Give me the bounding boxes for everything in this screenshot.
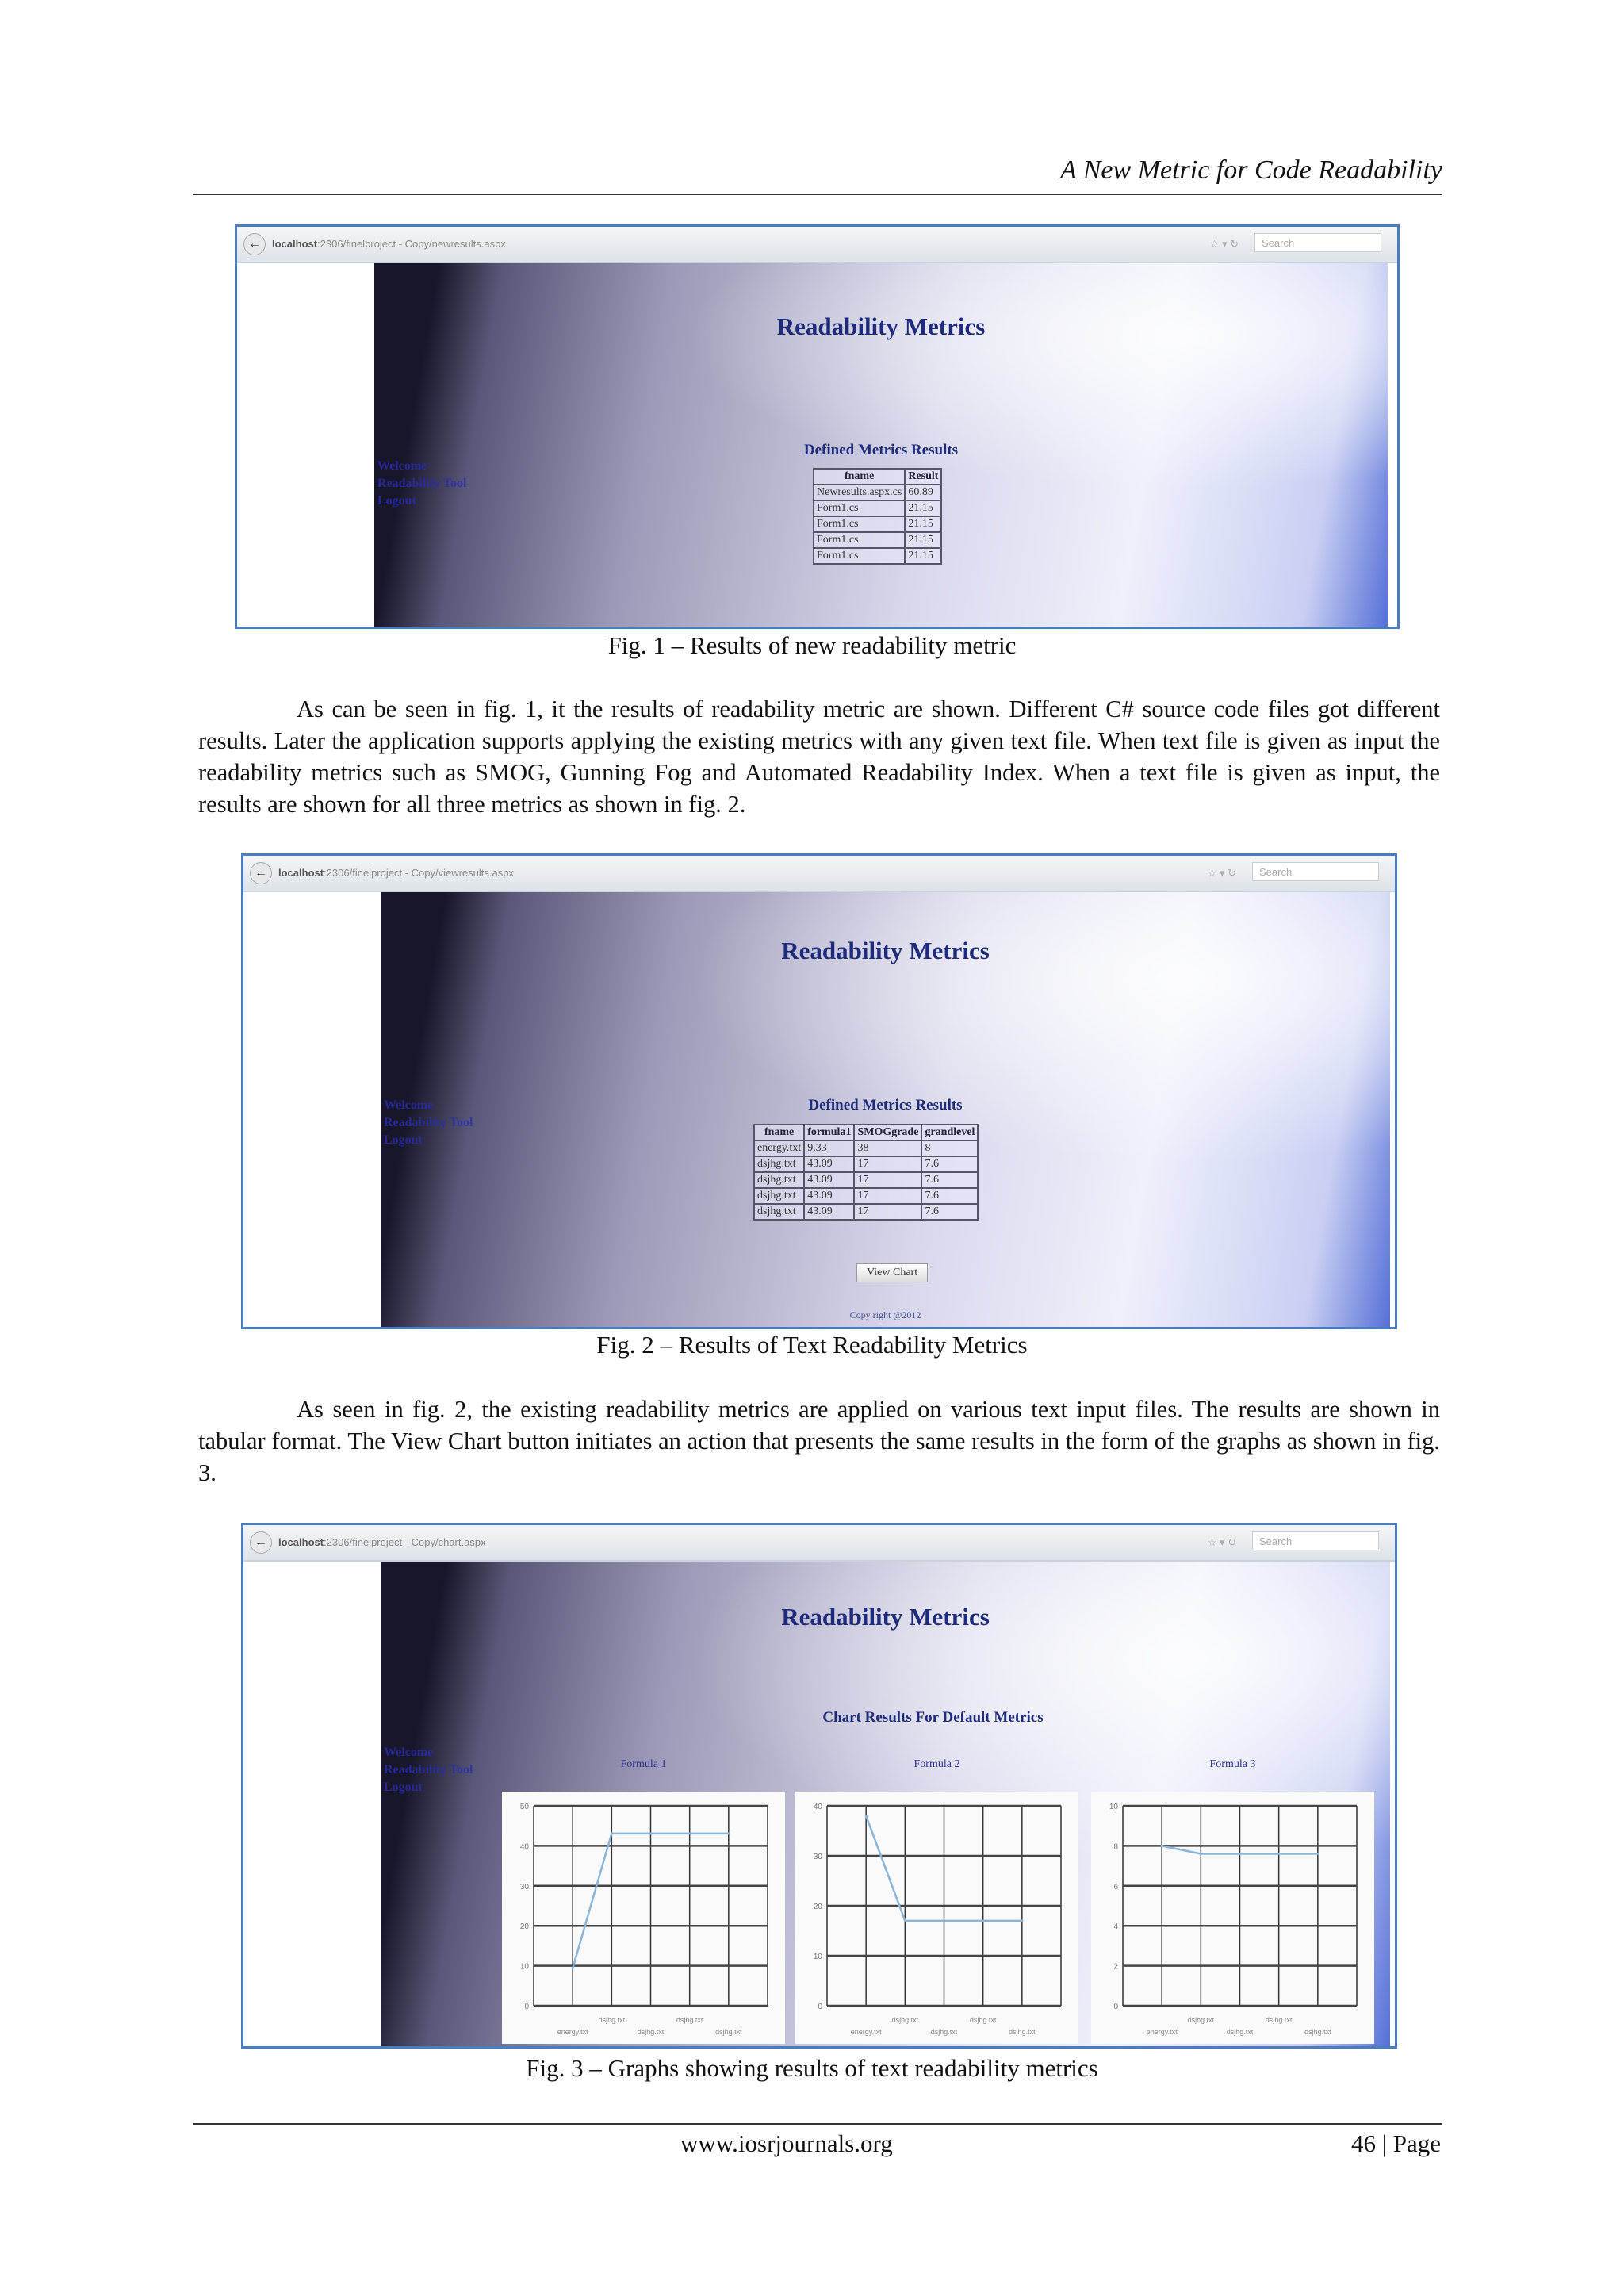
copyright-text: Copy right @2012 xyxy=(849,1309,921,1320)
chart-title: Formula 1 xyxy=(620,1758,667,1770)
table-row xyxy=(814,548,941,564)
table-row xyxy=(814,485,941,500)
paragraph-2: As seen in fig. 2, the existing readability metrics are applied on various text input files. The results are shown in tabular format. The View Chart button initiates an action that presents the same results in the form of the graphs as shown in fig. 3. xyxy=(198,1396,1440,1486)
x-tick-label: dsjhg.txt xyxy=(1304,2028,1331,2036)
column-header: fname xyxy=(754,1125,804,1140)
table-cell: 21.15 xyxy=(905,500,941,516)
menu-readability-tool[interactable]: Readability Tool xyxy=(384,1763,473,1777)
y-tick-label: 20 xyxy=(519,1922,529,1932)
results-table xyxy=(753,1124,979,1221)
y-tick-label: 20 xyxy=(813,1903,822,1911)
table-cell: 9.33 xyxy=(804,1140,854,1156)
table-cell: 43.09 xyxy=(804,1172,854,1188)
address-bar[interactable] xyxy=(278,1536,486,1548)
figure-3-caption: Fig. 3 – Graphs showing results of text readability metrics xyxy=(526,2054,1098,2082)
figure-1-screenshot xyxy=(235,224,1400,629)
table-header-row xyxy=(754,1125,978,1140)
x-tick-label: dsjhg.txt xyxy=(891,2016,919,2024)
data-point xyxy=(982,1919,984,1922)
url-path: :2306/finelproject - Copy/viewresults.aspx xyxy=(324,867,514,879)
table-cell: Form1.cs xyxy=(814,532,905,548)
data-point xyxy=(1161,1845,1163,1847)
x-tick-label: dsjhg.txt xyxy=(1187,2016,1215,2024)
browser-tools-icon[interactable]: ☆ ▾ ↻ xyxy=(1207,1536,1236,1548)
table-cell: 8 xyxy=(921,1140,978,1156)
browser-toolbar xyxy=(243,856,1395,892)
data-point xyxy=(943,1919,945,1922)
url-host: localhost xyxy=(272,238,318,250)
menu-welcome[interactable]: Welcome xyxy=(377,459,427,473)
table-row xyxy=(814,516,941,532)
data-point xyxy=(1239,1853,1241,1855)
x-tick-label: dsjhg.txt xyxy=(930,2028,958,2036)
y-tick-label: 10 xyxy=(1109,1803,1118,1811)
x-tick-label: dsjhg.txt xyxy=(676,2016,703,2024)
y-tick-label: 6 xyxy=(1113,1882,1118,1892)
table-cell: 7.6 xyxy=(921,1188,978,1204)
table-row xyxy=(754,1188,978,1204)
url-host: localhost xyxy=(278,867,324,879)
line-chart xyxy=(502,1792,785,2044)
table-cell: 7.6 xyxy=(921,1204,978,1220)
y-tick-label: 10 xyxy=(813,1953,822,1961)
data-point xyxy=(1277,1853,1280,1855)
x-tick-label: dsjhg.txt xyxy=(1226,2028,1254,2036)
data-point xyxy=(611,1832,613,1834)
data-point xyxy=(865,1815,868,1817)
table-header-row xyxy=(814,469,941,485)
table-cell: 21.15 xyxy=(905,548,941,564)
table-cell: Form1.cs xyxy=(814,548,905,564)
table-cell: 43.09 xyxy=(804,1188,854,1204)
data-point xyxy=(727,1832,730,1834)
table-cell: dsjhg.txt xyxy=(754,1204,804,1220)
x-tick-label: dsjhg.txt xyxy=(969,2016,997,2024)
footer-site: www.iosrjournals.org xyxy=(680,2129,893,2157)
url-path: :2306/finelproject - Copy/newresults.aspx xyxy=(317,238,506,250)
table-row xyxy=(814,500,941,516)
browser-toolbar xyxy=(237,227,1397,263)
y-tick-label: 50 xyxy=(519,1803,529,1811)
table-cell: 17 xyxy=(854,1204,921,1220)
table-row xyxy=(754,1204,978,1220)
chart-panel xyxy=(795,1792,1078,2044)
table-cell: 17 xyxy=(854,1156,921,1172)
column-header: fname xyxy=(814,469,905,485)
footer-rule xyxy=(193,2123,1442,2125)
x-tick-label: energy.txt xyxy=(557,2028,588,2036)
browser-tools-icon[interactable]: ☆ ▾ ↻ xyxy=(1207,867,1236,879)
data-point xyxy=(1200,1853,1202,1855)
table-cell: 17 xyxy=(854,1188,921,1204)
data-point xyxy=(1316,1853,1319,1855)
table-row xyxy=(754,1172,978,1188)
header-rule xyxy=(193,194,1442,195)
table-cell: 7.6 xyxy=(921,1156,978,1172)
figure-2-screenshot xyxy=(241,853,1397,1329)
menu-readability-tool[interactable]: Readability Tool xyxy=(384,1116,473,1129)
table-cell: 17 xyxy=(854,1172,921,1188)
column-header: formula1 xyxy=(804,1125,854,1140)
table-cell: energy.txt xyxy=(754,1140,804,1156)
column-header: grandlevel xyxy=(921,1125,978,1140)
browser-tools-icon[interactable]: ☆ ▾ ↻ xyxy=(1209,238,1239,250)
app-title: Readability Metrics xyxy=(781,1603,990,1631)
app-content xyxy=(374,263,1388,627)
chart-panel xyxy=(1091,1792,1374,2044)
line-chart xyxy=(1091,1792,1374,2044)
y-tick-label: 0 xyxy=(818,2003,822,2011)
browser-search-input[interactable]: Search xyxy=(1254,233,1381,252)
view-chart-button[interactable]: View Chart xyxy=(856,1263,928,1282)
y-tick-label: 30 xyxy=(813,1853,822,1861)
chart-title: Formula 2 xyxy=(914,1758,960,1770)
table-cell: 21.15 xyxy=(905,516,941,532)
browser-search-input[interactable]: Search xyxy=(1252,862,1379,881)
menu-logout[interactable]: Logout xyxy=(384,1780,423,1794)
line-chart xyxy=(795,1792,1078,2044)
table-cell: Newresults.aspx.cs xyxy=(814,485,905,500)
results-subtitle: Defined Metrics Results xyxy=(803,442,959,458)
table-cell: 21.15 xyxy=(905,532,941,548)
menu-logout[interactable]: Logout xyxy=(377,494,416,508)
y-tick-label: 10 xyxy=(519,1962,529,1972)
table-cell: Form1.cs xyxy=(814,500,905,516)
x-tick-label: dsjhg.txt xyxy=(1009,2028,1036,2036)
column-header: Result xyxy=(905,469,941,485)
y-tick-label: 40 xyxy=(519,1842,529,1852)
y-tick-label: 8 xyxy=(1113,1842,1118,1852)
running-head: A New Metric for Code Readability xyxy=(1060,155,1442,185)
menu-welcome[interactable]: Welcome xyxy=(384,1098,434,1112)
x-tick-label: energy.txt xyxy=(850,2028,882,2036)
table-cell: Form1.cs xyxy=(814,516,905,532)
browser-toolbar xyxy=(243,1525,1395,1562)
data-point xyxy=(1021,1919,1023,1922)
url-path: :2306/finelproject - Copy/chart.aspx xyxy=(324,1536,486,1548)
table-row xyxy=(814,532,941,548)
side-menu xyxy=(384,1744,473,1796)
column-header: SMOGgrade xyxy=(854,1125,921,1140)
figure-2-caption: Fig. 2 – Results of Text Readability Metrics xyxy=(596,1331,1028,1359)
table-cell: 38 xyxy=(854,1140,921,1156)
table-row xyxy=(754,1156,978,1172)
figure-3-screenshot xyxy=(241,1523,1397,2049)
address-bar[interactable] xyxy=(278,867,514,879)
results-subtitle: Defined Metrics Results xyxy=(808,1097,963,1114)
table-cell: 43.09 xyxy=(804,1204,854,1220)
y-tick-label: 0 xyxy=(1113,2003,1118,2011)
data-point xyxy=(649,1832,652,1834)
app-content xyxy=(381,1562,1390,2046)
x-tick-label: dsjhg.txt xyxy=(637,2028,665,2036)
table-cell: dsjhg.txt xyxy=(754,1172,804,1188)
back-arrow-icon[interactable]: ← xyxy=(243,233,266,255)
menu-welcome[interactable]: Welcome xyxy=(384,1746,434,1759)
paragraph-1: As can be seen in fig. 1, it the results of readability metric are shown. Different C# source code files got different results. Later the application supports applying the existing metrics with any given text file. When text file is given as input the readability metrics such as SMOG, Gunning Fog and Automated Readability Index. When a text file is given as input, the results are shown for all three metrics as shown in fig. 2. xyxy=(198,696,1440,818)
x-tick-label: dsjhg.txt xyxy=(715,2028,742,2036)
table-cell: dsjhg.txt xyxy=(754,1156,804,1172)
table-cell: dsjhg.txt xyxy=(754,1188,804,1204)
x-tick-label: dsjhg.txt xyxy=(1265,2016,1293,2024)
y-tick-label: 0 xyxy=(524,2003,529,2011)
x-tick-label: dsjhg.txt xyxy=(598,2016,626,2024)
app-content xyxy=(381,892,1390,1327)
chart-panel xyxy=(502,1792,785,2044)
menu-logout[interactable]: Logout xyxy=(384,1133,423,1147)
menu-readability-tool[interactable]: Readability Tool xyxy=(377,477,467,490)
app-title: Readability Metrics xyxy=(776,312,986,340)
data-point xyxy=(688,1832,691,1834)
data-point xyxy=(572,1967,574,1969)
url-host: localhost xyxy=(278,1536,324,1548)
y-tick-label: 30 xyxy=(519,1882,529,1892)
y-tick-label: 40 xyxy=(813,1803,822,1811)
results-table xyxy=(813,468,942,565)
table-cell: 60.89 xyxy=(905,485,941,500)
y-tick-label: 4 xyxy=(1113,1922,1118,1932)
x-tick-label: energy.txt xyxy=(1146,2028,1178,2036)
figure-1-caption: Fig. 1 – Results of new readability metric xyxy=(607,631,1017,659)
app-title: Readability Metrics xyxy=(781,937,990,964)
back-arrow-icon[interactable]: ← xyxy=(250,1531,272,1554)
data-point xyxy=(904,1919,906,1922)
chart-title: Formula 3 xyxy=(1209,1758,1256,1770)
table-cell: 7.6 xyxy=(921,1172,978,1188)
y-tick-label: 2 xyxy=(1113,1962,1118,1972)
browser-search-input[interactable]: Search xyxy=(1252,1531,1379,1550)
back-arrow-icon[interactable]: ← xyxy=(250,862,272,884)
table-cell: 43.09 xyxy=(804,1156,854,1172)
footer-page-number: 46 | Page xyxy=(1351,2129,1441,2157)
table-row xyxy=(754,1140,978,1156)
side-menu xyxy=(377,458,466,510)
chart-subtitle: Chart Results For Default Metrics xyxy=(822,1709,1044,1726)
address-bar[interactable] xyxy=(272,238,506,250)
